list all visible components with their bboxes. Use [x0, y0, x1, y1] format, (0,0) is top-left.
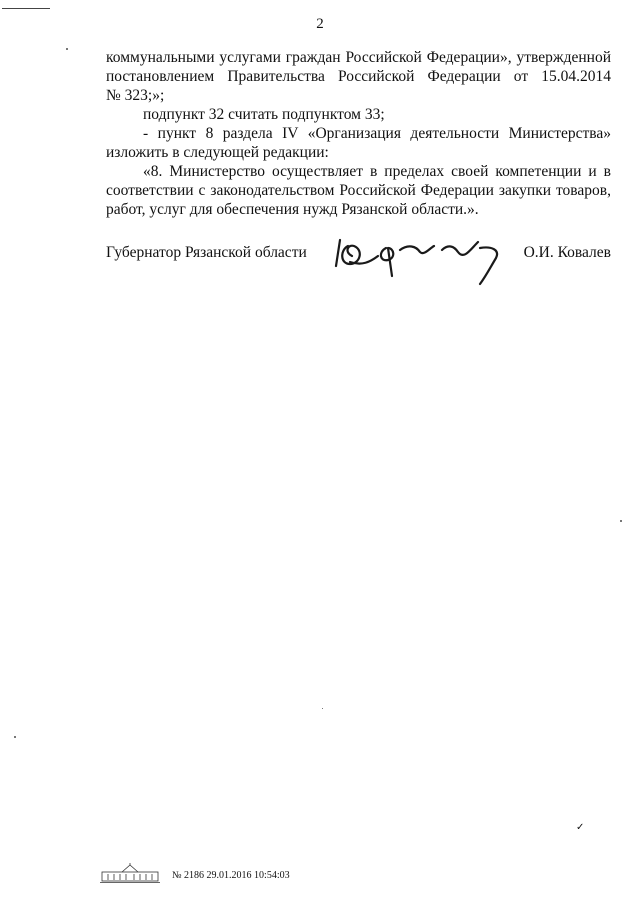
- scan-speck: [14, 736, 16, 738]
- signatory-name: О.И. Ковалев: [523, 244, 611, 261]
- signatory-position: Губернатор Рязанской области: [106, 244, 307, 261]
- paragraph-quote-line-3: работ, услуг для обеспечения нужд Рязанской области.».: [106, 201, 479, 218]
- paragraph-clause-8-line-1: - пункт 8 раздела IV «Организация деятельности Министерства»: [143, 125, 611, 142]
- paragraph-clause-8-line-2: изложить в следующей редакции:: [106, 144, 329, 161]
- scan-speck: [66, 48, 68, 50]
- footer: [100, 862, 360, 886]
- handwritten-signature: [330, 226, 510, 286]
- body-line-1: коммунальными услугами граждан Российской Федерации», утвержденной: [106, 49, 611, 66]
- paragraph-quote-line-1: «8. Министерство осуществляет в пределах своей компетенции и в: [143, 163, 611, 180]
- scan-speck: [322, 708, 323, 709]
- corner-line: [2, 8, 50, 9]
- paragraph-subclause-renumber: подпункт 32 считать подпунктом 33;: [143, 106, 385, 123]
- document-body: [106, 48, 611, 219]
- page-number: 2: [316, 16, 324, 32]
- building-emblem-icon: [100, 862, 160, 884]
- body-line-2: постановлением Правительства Российской Федерации от 15.04.2014: [106, 68, 611, 85]
- tick-mark-icon: ✓: [576, 822, 585, 833]
- paragraph-quote-line-2: соответствии с законодательством Российской Федерации закупки товаров,: [106, 182, 611, 199]
- scan-speck: [620, 520, 622, 522]
- registration-stamp: № 2186 29.01.2016 10:54:03: [172, 870, 290, 881]
- body-line-3: № 323;»;: [106, 87, 165, 104]
